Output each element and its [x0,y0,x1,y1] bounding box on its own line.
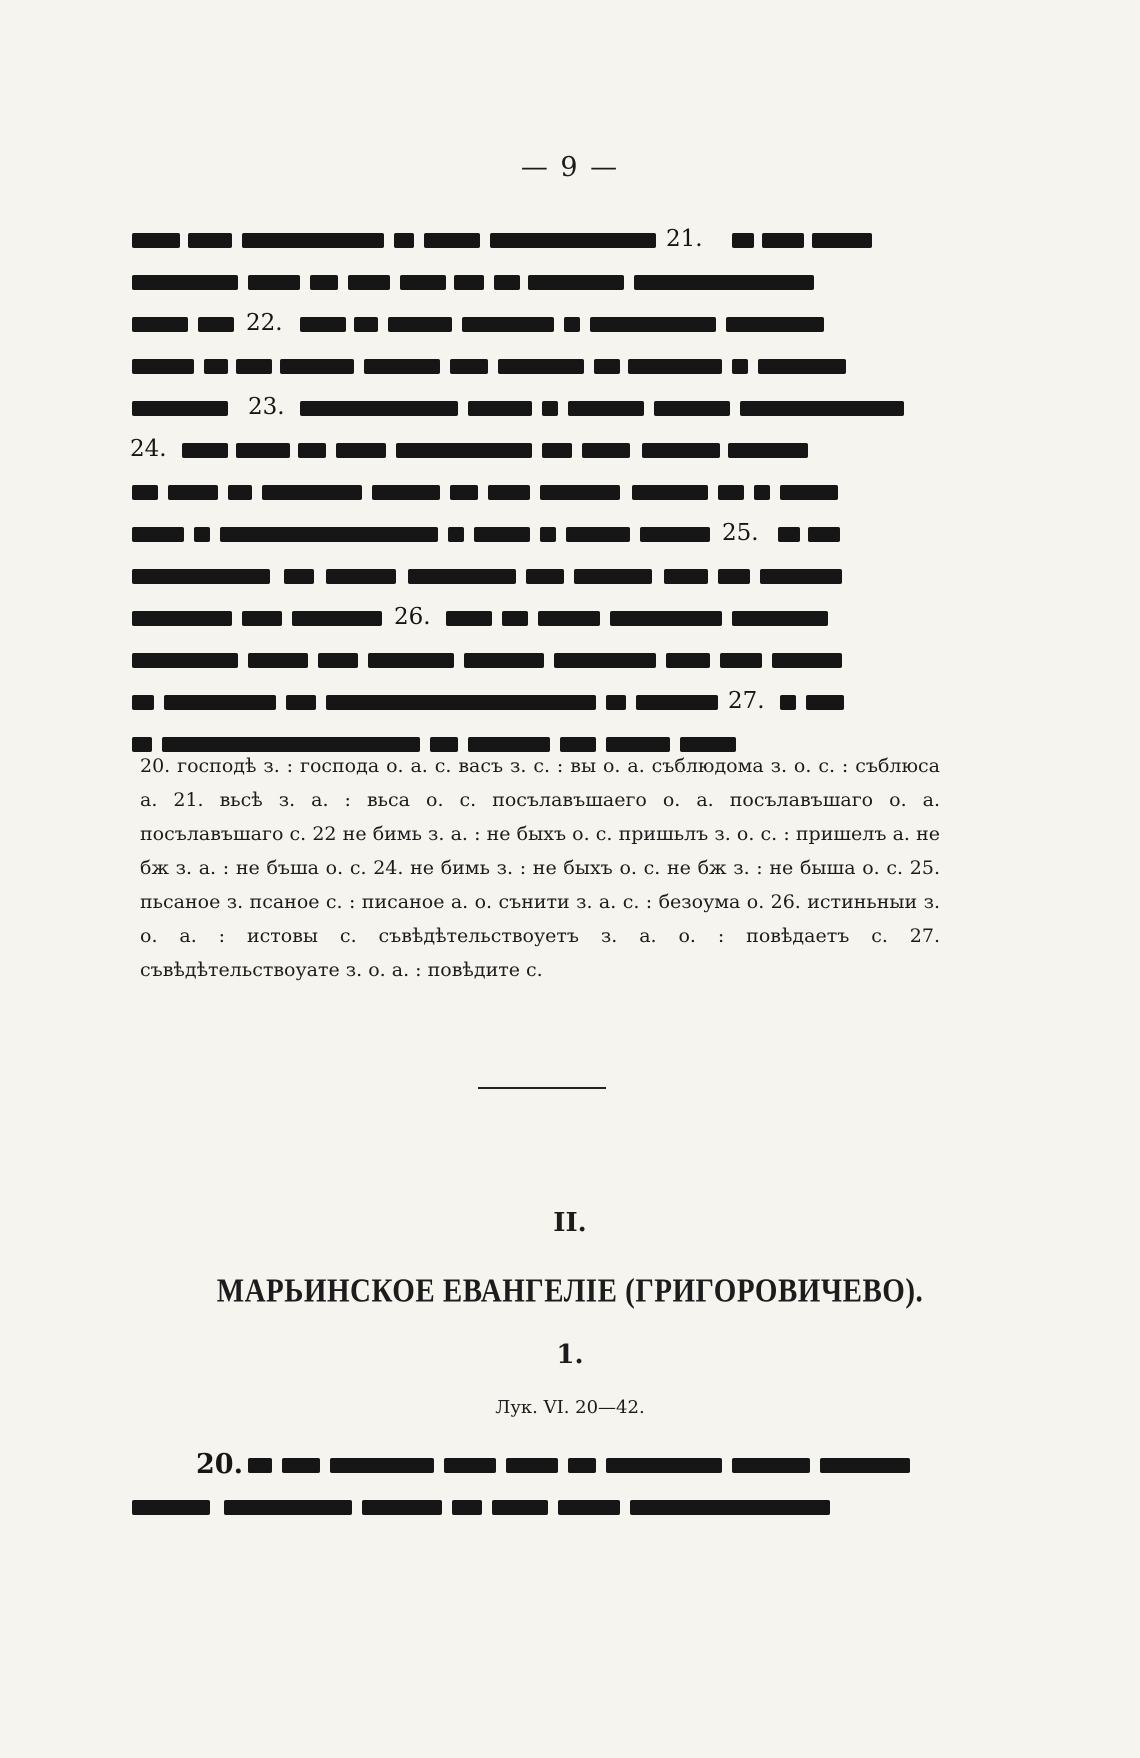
glagolitic-line [132,650,942,672]
notes-paragraph: 20. господѣ з. : господа о. а. с. васъ з. с. : вы о. а. съблюдома з. о. с. : съблюса а. 21. вьсѣ з. а. : вьса о. с. посълавъшаего о. а. посълавъшаго о. а. посълавъшаго с. 22 не бимь з. а. : не быхъ о. с. пришьлъ з. о. с. : пришелъ а. не бж з. а. : не бъша о. с. 24. не бимь з. : не быхъ о. с. не бж з. : не быша о. с. 25. пьсаное з. псаное с. : писаное а. о. сънити з. а. с. : безоума о. 26. истиньныи з. о. а. : истовы с. съвѣдѣтельствоуетъ з. а. о. : повѣдаетъ с. 27. съвѣдѣтельствоуате з. о. а. : повѣдите с. [140,755,940,981]
verse-number: 21. [662,226,707,252]
glagolitic-line [132,226,942,252]
section-divider [478,1087,606,1089]
verse-number: 23. [244,394,289,420]
glagolitic-line [132,520,942,546]
section-roman-numeral: II. [553,1208,587,1238]
verse-number: 20. [192,1449,247,1480]
glagolitic-line [132,604,942,630]
section-number: 1. [556,1340,584,1370]
scripture-reference: Лук. VI. 20—42. [495,1397,645,1418]
verse-number: 24. [126,436,171,462]
glagolitic-text-block-2 [132,1449,942,1539]
glagolitic-line [132,272,942,294]
glagolitic-line [132,1449,942,1480]
verse-number: 27. [724,688,769,714]
glagolitic-line [130,436,942,462]
glagolitic-line [132,1497,942,1519]
glagolitic-line [132,310,942,336]
section-title: МАРЬИНСКОЕ ЕВАНГЕЛІЕ (ГРИГОРОВИЧЕВО). [216,1272,924,1310]
glagolitic-line [132,394,942,420]
glagolitic-line [132,356,942,378]
variant-readings-notes [140,749,940,987]
verse-number: 25. [718,520,763,546]
page-number: — 9 — [520,152,620,183]
verse-number: 22. [242,310,287,336]
glagolitic-text-block [130,226,942,776]
verse-number: 26. [390,604,435,630]
glagolitic-line [132,482,942,504]
glagolitic-line [132,688,942,714]
glagolitic-line [132,566,942,588]
